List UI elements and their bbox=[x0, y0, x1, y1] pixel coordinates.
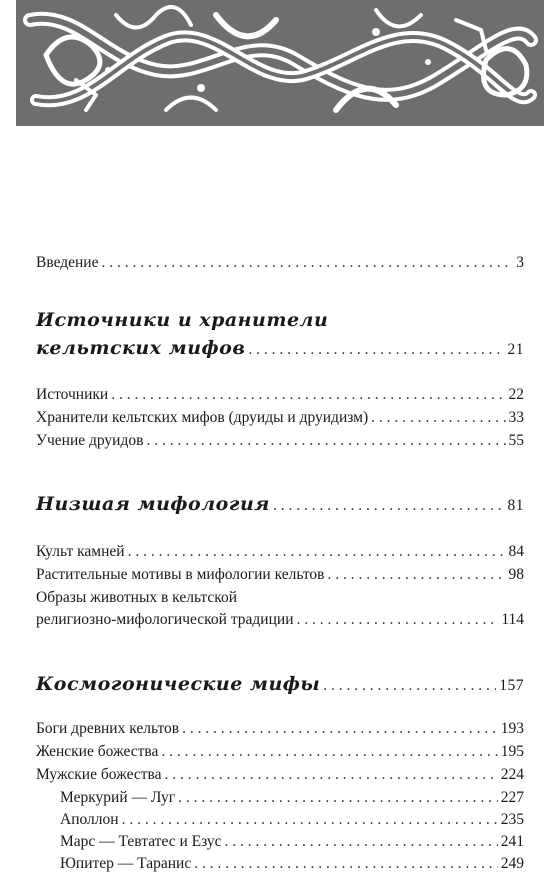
dot-leader bbox=[225, 832, 498, 852]
celtic-knotwork-ornament bbox=[16, 0, 544, 126]
toc-entry[interactable]: Женские божества . . . 195 bbox=[36, 742, 524, 762]
section-1-title-line1: Источники и хранители bbox=[36, 309, 329, 331]
dot-leader bbox=[146, 431, 505, 451]
toc-entry[interactable]: Мужские божества . . . 224 bbox=[36, 765, 524, 785]
toc-section-2[interactable]: Низшая мифология . . . 81 bbox=[36, 494, 524, 516]
toc-entry-line1: Образы животных в кельтской bbox=[36, 589, 238, 606]
dot-leader bbox=[111, 385, 505, 405]
toc-subentry[interactable]: Аполлон . . . 235 bbox=[36, 810, 524, 830]
dot-leader bbox=[128, 542, 506, 562]
toc-entry[interactable]: Боги древних кельтов . . . 193 bbox=[36, 719, 524, 739]
toc-entry[interactable]: Культ камней . . . 84 bbox=[36, 542, 524, 562]
toc-entry[interactable]: Хранители кельтских мифов (друиды и друидизм) . . . 33 bbox=[36, 408, 524, 428]
toc-subentry[interactable]: Юпитер — Таранис . . . 249 bbox=[36, 854, 524, 874]
toc-section-1[interactable]: кельтских мифов . . . 21 bbox=[36, 338, 524, 360]
toc-entry[interactable]: Учение друидов . . . 55 bbox=[36, 431, 524, 451]
dot-leader bbox=[122, 810, 498, 830]
dot-leader bbox=[194, 854, 498, 874]
dot-leader bbox=[182, 719, 498, 739]
dot-leader bbox=[161, 742, 497, 762]
dot-leader bbox=[273, 496, 505, 516]
dot-leader bbox=[327, 565, 505, 585]
dot-leader bbox=[165, 765, 498, 785]
dot-leader bbox=[296, 610, 498, 630]
toc-entry[interactable]: Источники . . . 22 bbox=[36, 385, 524, 405]
dot-leader bbox=[178, 788, 498, 808]
celtic-knot-banner bbox=[16, 0, 544, 126]
dot-leader bbox=[371, 408, 505, 428]
toc-subentry[interactable]: Меркурий — Луг . . . 227 bbox=[36, 788, 524, 808]
dot-leader bbox=[323, 676, 496, 696]
toc-section-3[interactable]: Космогонические мифы . . . 157 bbox=[36, 674, 524, 696]
toc-subentry[interactable]: Марс — Тевтатес и Езус . . . 241 bbox=[36, 832, 524, 852]
toc-entry[interactable]: Растительные мотивы в мифологии кельтов . . . 98 bbox=[36, 565, 524, 585]
dot-leader bbox=[101, 253, 513, 273]
dot-leader bbox=[248, 340, 504, 360]
toc-entry[interactable]: религиозно-мифологической традиции . . . 114 bbox=[36, 610, 524, 630]
toc-entry-intro[interactable]: Введение . . . 3 bbox=[36, 253, 524, 273]
